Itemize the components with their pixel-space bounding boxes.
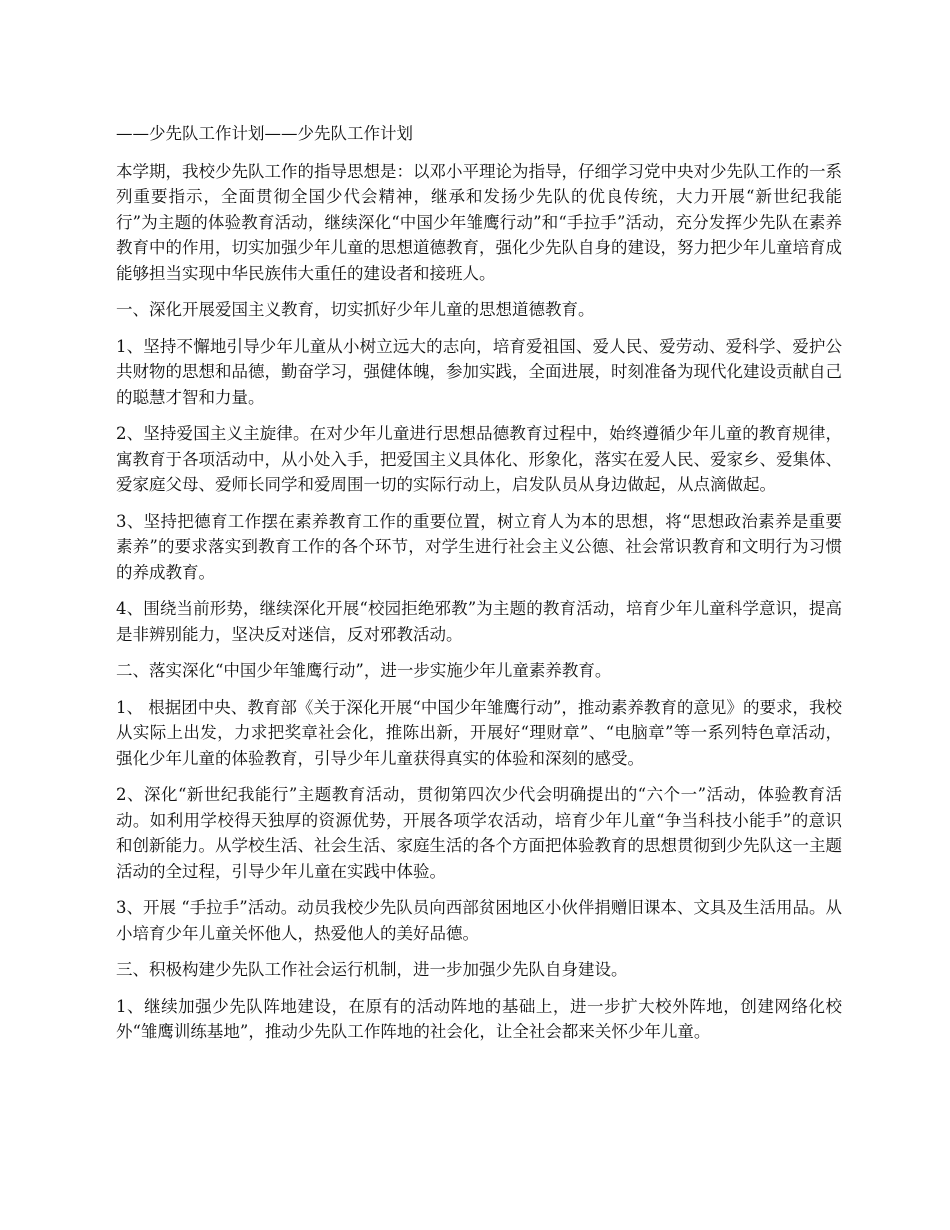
section-1-item-2: 2、坚持爱国主义主旋律。在对少年儿童进行思想品德教育过程中，始终遵循少年儿童的教育规律，寓教育于各项活动中，从小处入手，把爱国主义具体化、形象化，落实在爱人民、爱家乡、爱集体、爱家庭父母、爱师长同学和爱周围一切的实际行动上，启发队员从身边做起，从点滴做起。 <box>116 424 842 494</box>
document-title: ——少先队工作计划——少先队工作计划 <box>116 124 413 143</box>
section-1-item-3: 3、坚持把德育工作摆在素养教育工作的重要位置，树立育人为本的思想，将“思想政治素养是重要素养”的要求落实到教育工作的各个环节，对学生进行社会主义公德、社会常识教育和文明行为习惯的养成教育。 <box>116 511 842 582</box>
section-heading-1: 一、深化开展爱国主义教育，切实抓好少年儿童的思想道德教育。 <box>116 300 595 319</box>
section-heading-2: 二、落实深化“中国少年雏鹰行动”，进一步实施少年儿童素养教育。 <box>116 661 612 680</box>
section-1-item-4: 4、围绕当前形势，继续深化开展“校园拒绝邪教”为主题的教育活动，培育少年儿童科学意识，提高是非辨别能力，坚决反对迷信，反对邪教活动。 <box>116 599 842 644</box>
intro-paragraph: 本学期，我校少先队工作的指导思想是：以邓小平理论为指导，仔细学习党中央对少先队工作的一系列重要指示，全面贯彻全国少代会精神，继承和发扬少先队的优良传统，大力开展“新世纪我能行”为主题的体验教育活动，继续深化“中国少年雏鹰行动”和“手拉手”活动，充分发挥少先队在素养教育中的作用，切实加强少年儿童的思想道德教育，强化少先队自身的建设，努力把少年儿童培育成能够担当实现中华民族伟大重任的建设者和接班人。 <box>116 161 842 283</box>
section-heading-3: 三、积极构建少先队工作社会运行机制，进一步加强少先队自身建设。 <box>116 960 628 979</box>
section-2-item-1: 1、 根据团中央、教育部《关于深化开展“中国少年雏鹰行动”，推动素养教育的意见》的要求，我校从实际上出发，力求把奖章社会化，推陈出新，开展好“理财章”、“电脑章”等一系列特色章活动，强化少年儿童的体验教育，引导少年儿童获得真实的体验和深刻的感受。 <box>116 697 842 768</box>
section-1-item-1: 1、坚持不懈地引导少年儿童从小树立远大的志向，培育爱祖国、爱人民、爱劳动、爱科学、爱护公共财物的思想和品德，勤奋学习，强健体魄，参加实践，全面进展，时刻准备为现代化建设贡献自己的聪慧才智和力量。 <box>116 336 842 407</box>
section-3-item-1: 1、继续加强少先队阵地建设，在原有的活动阵地的基础上，进一步扩大校外阵地，创建网络化校外“雏鹰训练基地”，推动少先队工作阵地的社会化，让全社会都来关怀少年儿童。 <box>116 996 842 1041</box>
section-2-item-2: 2、深化“新世纪我能行”主题教育活动，贯彻第四次少代会明确提出的“六个一”活动，体验教育活动。如利用学校得天独厚的资源优势，开展各项学农活动，培育少年儿童“争当科技小能手”的意识和创新能力。从学校生活、社会生活、家庭生活的各个方面把体验教育的思想贯彻到少先队这一主题活动的全过程，引导少年儿童在实践中体验。 <box>116 785 842 881</box>
document-page <box>116 121 842 1056</box>
section-2-item-3: 3、开展 “手拉手”活动。动员我校少先队员向西部贫困地区小伙伴捐赠旧课本、文具及生活用品。从小培育少年儿童关怀他人，热爱他人的美好品德。 <box>116 898 842 943</box>
